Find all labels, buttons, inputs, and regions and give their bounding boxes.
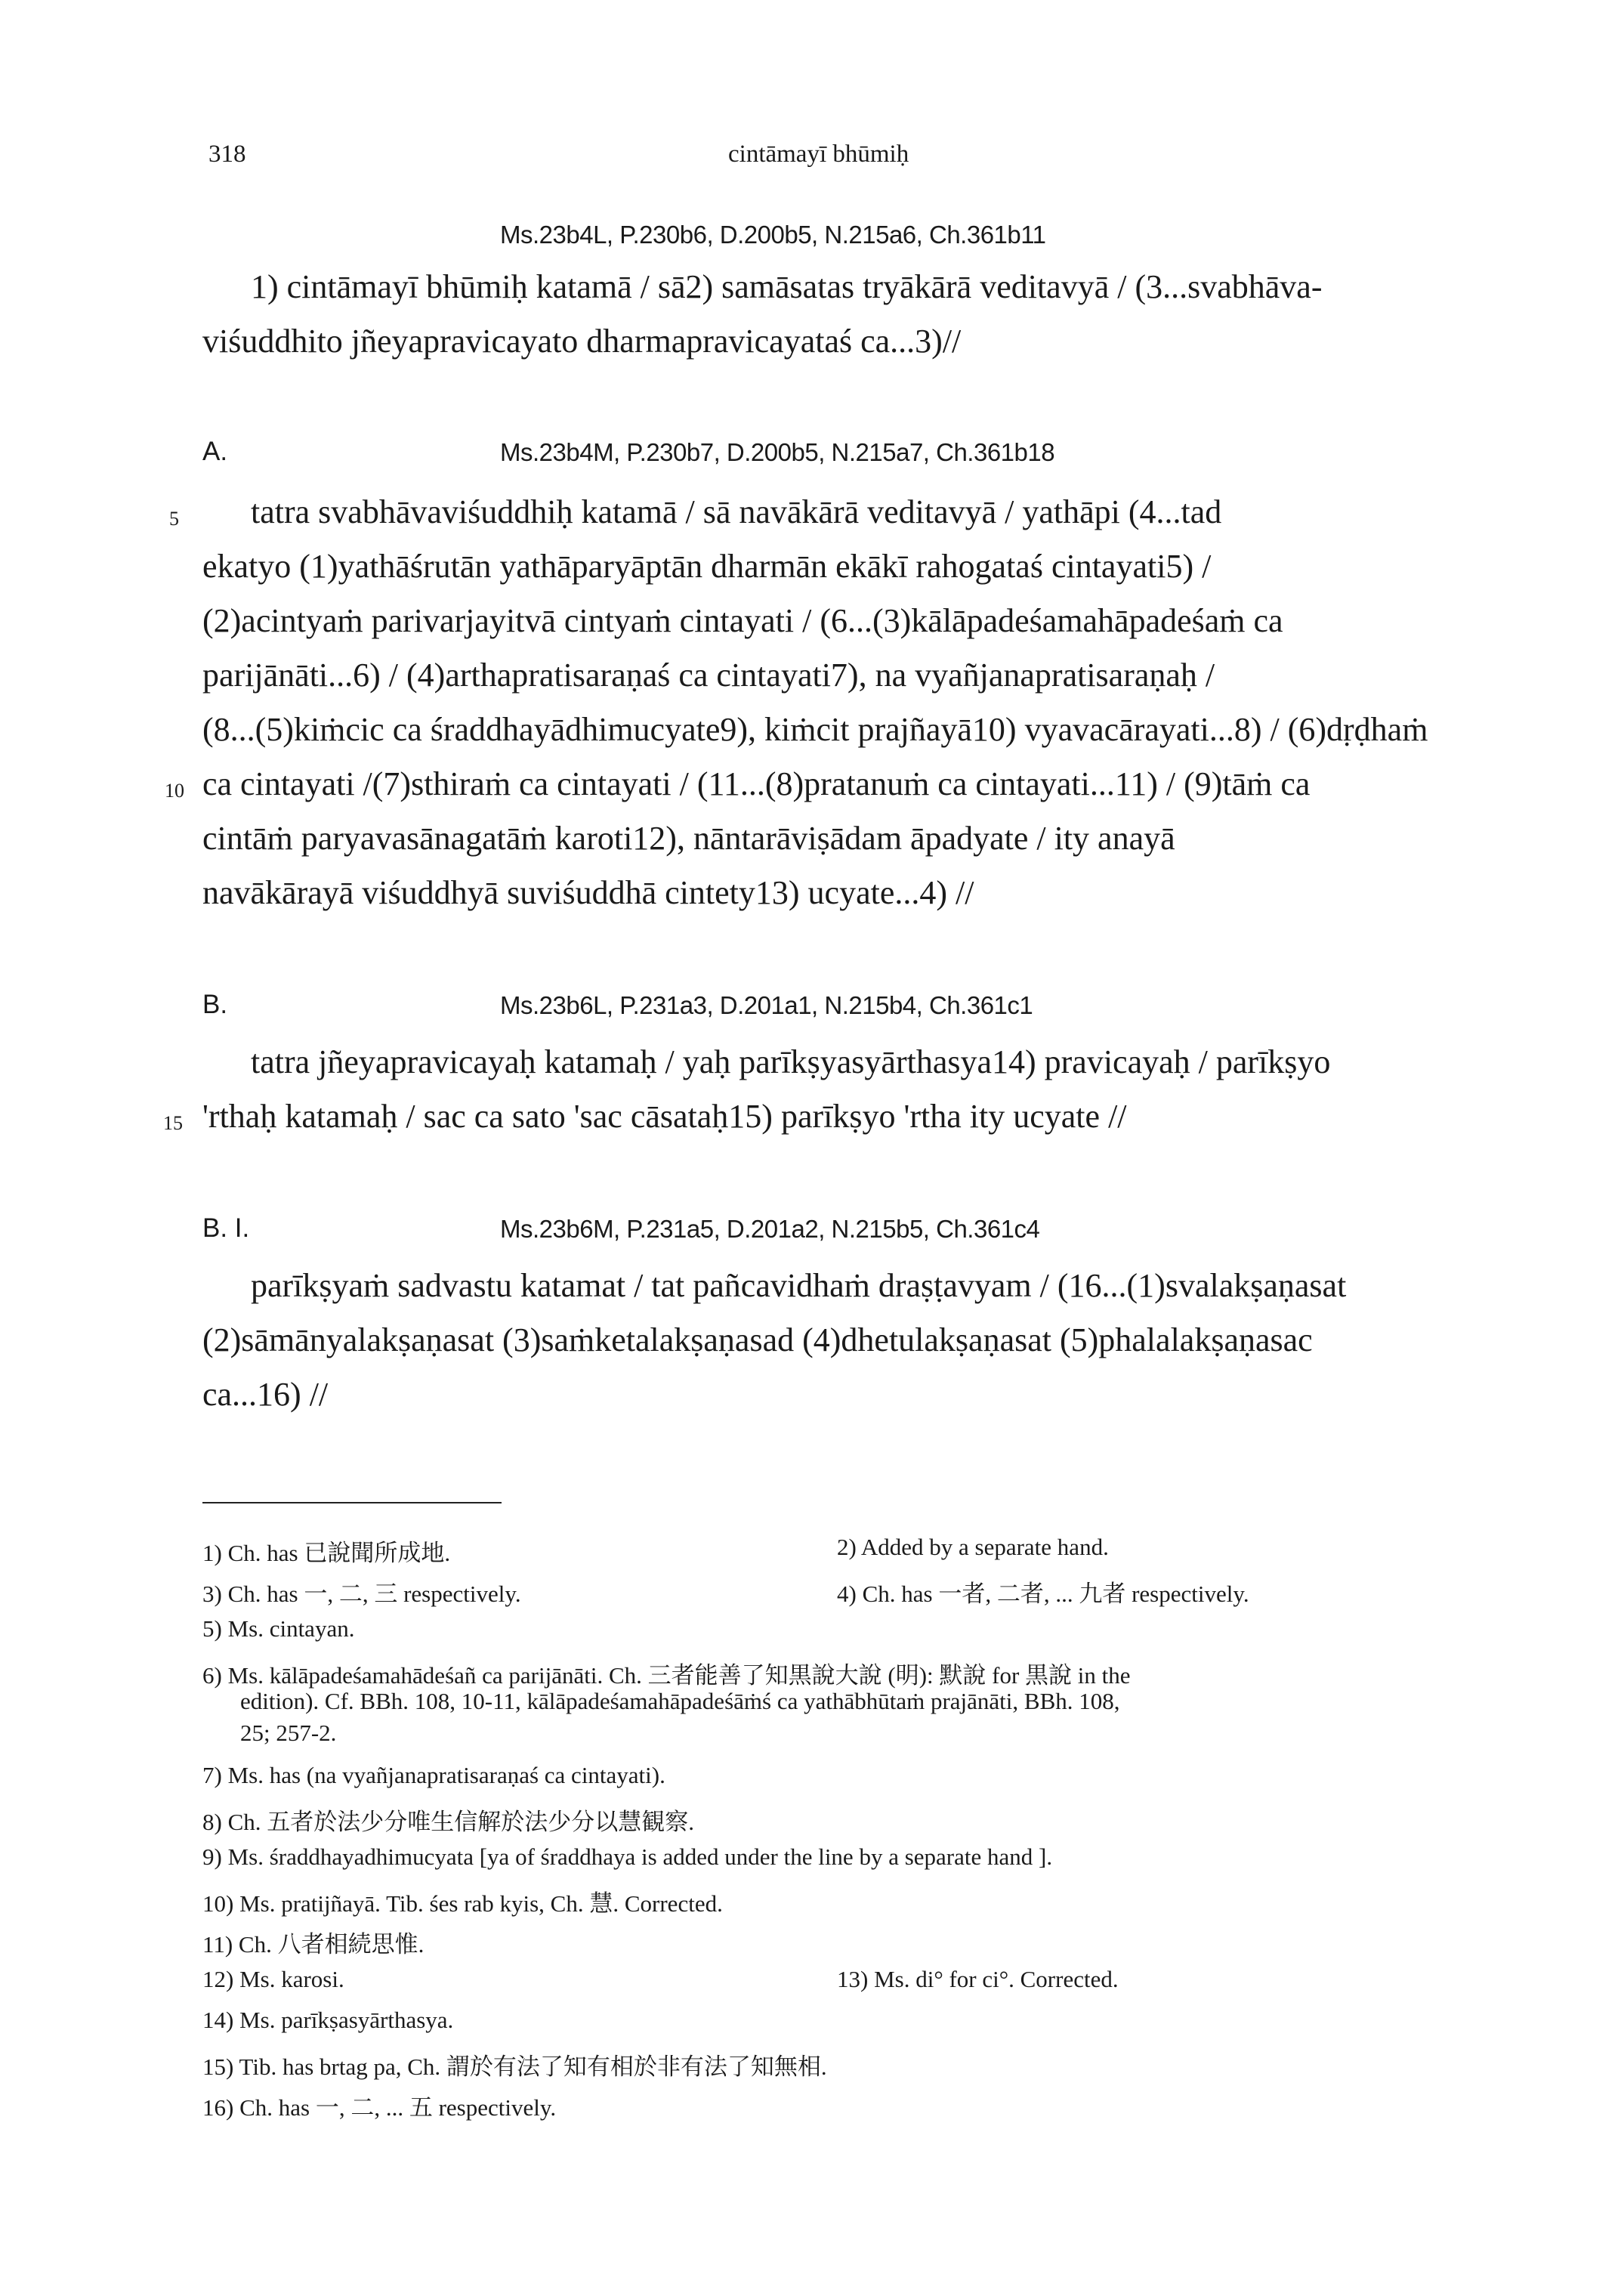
footnote: 3) Ch. has 一, 二, 三 respectively. (202, 1581, 521, 1607)
footnote: 1) Ch. has 已說聞所成地. (202, 1540, 451, 1566)
footnote: edition). Cf. BBh. 108, 10-11, kālāpadeśamahāpadeśāṁś ca yathābhūtaṁ prajānāti, BBh. 108, (240, 1688, 1120, 1714)
text-line: navākārayā viśuddhyā suviśuddhā cintety13) ucyate...4) // (202, 874, 974, 911)
footnote: 16) Ch. has 一, 二, ... 五 respectively. (202, 2094, 557, 2121)
section-label: B. (202, 990, 228, 1019)
section-signature: Ms.23b6L, P.231a3, D.201a1, N.215b4, Ch.361c1 (500, 991, 1033, 1019)
line-number: 5 (169, 508, 179, 530)
text-line: (2)sāmānyalakṣaṇasat (3)saṁketalakṣaṇasad (4)dhetulakṣaṇasat (5)phalalakṣaṇasac (202, 1321, 1313, 1358)
text-line: ekatyo (1)yathāśrutān yathāparyāptān dharmān ekākī rahogataś cintayati5) / (202, 548, 1212, 585)
line-number: 10 (165, 780, 184, 802)
text-line: ca...16) // (202, 1376, 329, 1413)
footnote: 25; 257-2. (240, 1720, 337, 1746)
text-line: ca cintayati /(7)sthiraṁ ca cintayati / (11...(8)pratanuṁ ca cintayati...11) / (9)tāṁ ca (202, 765, 1311, 802)
text-line: tatra svabhāvaviśuddhiḥ katamā / sā navākārā veditavyā / yathāpi (4...tad (251, 493, 1222, 530)
footnote: 13) Ms. di° for ci°. Corrected. (837, 1966, 1119, 1992)
text-line: cintāṁ paryavasānagatāṁ karoti12), nāntarāviṣādam āpadyate / ity anayā (202, 820, 1175, 857)
text-line: 1) cintāmayī bhūmiḥ katamā / sā2) samāsatas tryākārā veditavyā / (3...svabhāva- (251, 268, 1323, 305)
footnote: 8) Ch. 五者於法少分唯生信解於法少分以慧観察. (202, 1809, 694, 1835)
section-signature: Ms.23b4M, P.230b7, D.200b5, N.215a7, Ch.361b18 (500, 438, 1055, 466)
text-line: tatra jñeyapravicayaḥ katamaḥ / yaḥ parīkṣyasyārthasya14) pravicayaḥ / parīkṣyo (251, 1043, 1331, 1080)
text-line: (2)acintyaṁ parivarjayitvā cintyaṁ cintayati / (6...(3)kālāpadeśamahāpadeśaṁ ca (202, 602, 1283, 639)
footnote: 9) Ms. śraddhayadhimucyata [ya of śraddhaya is added under the line by a separate hand ]. (202, 1843, 1053, 1870)
footnote: 6) Ms. kālāpadeśamahādeśañ ca parijānāti. Ch. 三者能善了知黒說大說 (明): 默說 for 黒說 in the (202, 1662, 1131, 1689)
footnote: 10) Ms. pratijñayā. Tib. śes rab kyis, Ch. 慧. Corrected. (202, 1890, 723, 1917)
footnote: 12) Ms. karosi. (202, 1966, 344, 1992)
text-line: (8...(5)kiṁcic ca śraddhayādhimucyate9), kiṁcit prajñayā10) vyavacārayati...8) / (6)dṛḍhaṁ (202, 711, 1428, 748)
line-number: 15 (163, 1112, 183, 1134)
footnote: 14) Ms. parīkṣasyārthasya. (202, 2007, 454, 2033)
section-signature: Ms.23b6M, P.231a5, D.201a2, N.215b5, Ch.361c4 (500, 1215, 1040, 1243)
footnote: 5) Ms. cintayan. (202, 1615, 355, 1642)
running-title: cintāmayī bhūmiḥ (728, 141, 909, 168)
section-label: B. I. (202, 1213, 250, 1243)
section-label: A. (202, 437, 228, 466)
text-line: viśuddhito jñeyapravicayato dharmapravicayataś ca...3)// (202, 323, 962, 360)
footnote: 2) Added by a separate hand. (837, 1534, 1109, 1560)
text-line: 'rthaḥ katamaḥ / sac ca sato 'sac cāsataḥ15) parīkṣyo 'rtha ity ucyate // (202, 1098, 1127, 1135)
footnote: 11) Ch. 八者相続思惟. (202, 1931, 425, 1958)
text-line: parijānāti...6) / (4)arthapratisaraṇaś ca cintayati7), na vyañjanapratisaraṇaḥ / (202, 657, 1215, 694)
page-number: 318 (208, 141, 246, 168)
section-signature: Ms.23b4L, P.230b6, D.200b5, N.215a6, Ch.361b11 (500, 221, 1046, 249)
footnote: 4) Ch. has 一者, 二者, ... 九者 respectively. (837, 1581, 1249, 1607)
footnote-rule (202, 1502, 502, 1503)
text-line: parīkṣyaṁ sadvastu katamat / tat pañcavidhaṁ draṣṭavyam / (16...(1)svalakṣaṇasat (251, 1267, 1347, 1304)
footnote: 7) Ms. has (na vyañjanapratisaraṇaś ca cintayati). (202, 1762, 665, 1788)
footnote: 15) Tib. has brtag pa, Ch. 謂於有法了知有相於非有法了知無相. (202, 2053, 827, 2080)
